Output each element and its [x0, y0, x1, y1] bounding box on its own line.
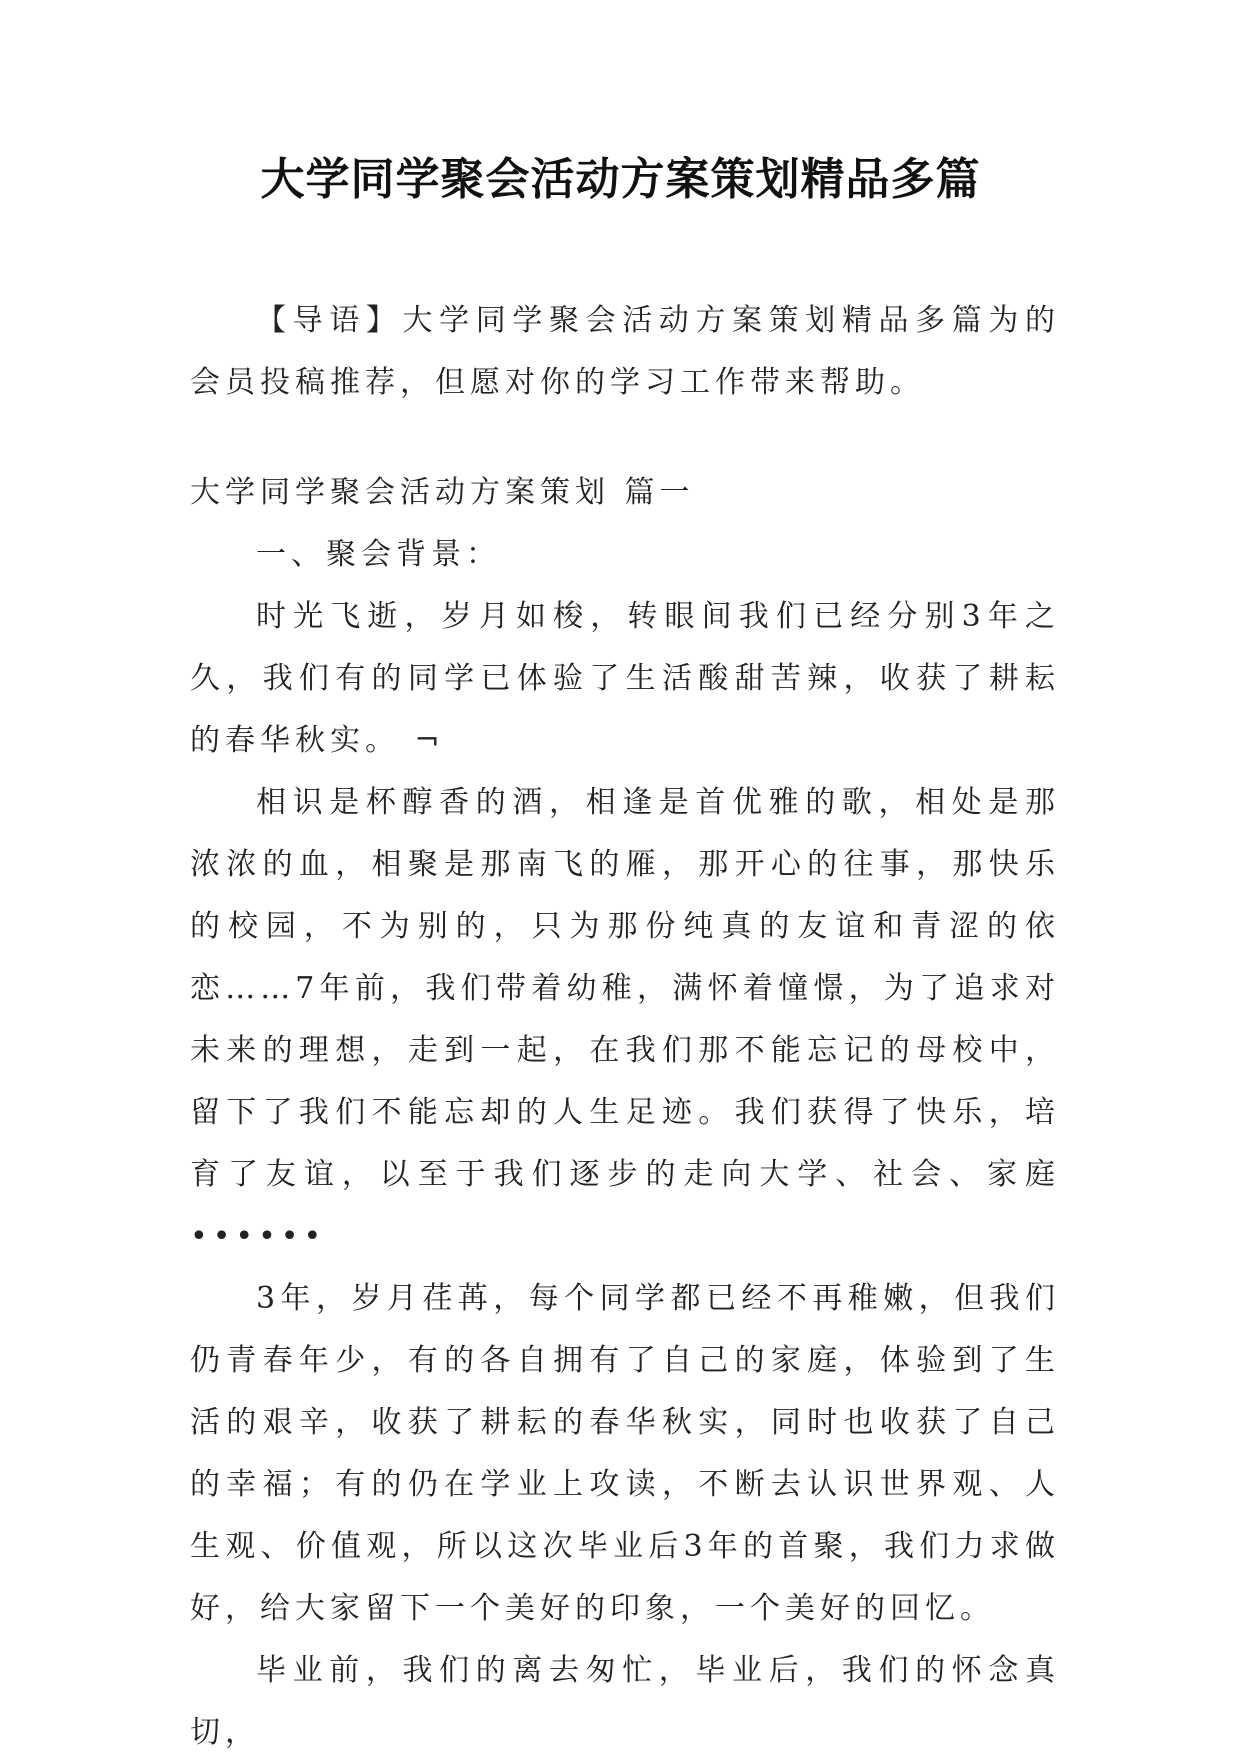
document-body — [190, 290, 1060, 1764]
page-title: 大学同学聚会活动方案策划精品多篇 — [260, 154, 981, 205]
section-heading: 大学同学聚会活动方案策划 篇一 — [190, 475, 695, 510]
body-paragraph: 3年，岁月荏苒，每个同学都已经不再稚嫩，但我们仍青春年少，有的各自拥有了自己的家庭，体验到了生活的艰辛，收获了耕耘的春华秋实，同时也收获了自己的幸福；有的仍在学业上攻读，不断去认识世界观、人生观、价值观，所以这次毕业后3年的首聚，我们力求做好，给大家留下一个美好的印象，一个美好的回忆。 — [190, 1281, 1060, 1626]
body-paragraph: 毕业前，我们的离去匆忙，毕业后，我们的怀念真切， — [190, 1653, 1060, 1750]
body-paragraph: 相识是杯醇香的酒，相逢是首优雅的歌，相处是那浓浓的血，相聚是那南飞的雁，那开心的往事，那快乐的校园，不为别的，只为那份纯真的友谊和青涩的依恋……7年前，我们带着幼稚，满怀着憧憬，为了追求对未来的理想，走到一起，在我们那不能忘记的母校中，留下了我们不能忘却的人生足迹。我们获得了快乐，培育了友谊，以至于我们逐步的走向大学、社会、家庭•••••• — [190, 785, 1060, 1254]
subheading: 一、聚会背景： — [256, 537, 501, 572]
body-paragraph: 时光飞逝，岁月如梭，转眼间我们已经分别3年之久，我们有的同学已体验了生活酸甜苦辣，收获了耕耘的春华秋实。 ¬ — [190, 599, 1060, 758]
intro-paragraph: 【导语】大学同学聚会活动方案策划精品多篇为的会员投稿推荐，但愿对你的学习工作带来帮助。 — [190, 303, 1060, 400]
